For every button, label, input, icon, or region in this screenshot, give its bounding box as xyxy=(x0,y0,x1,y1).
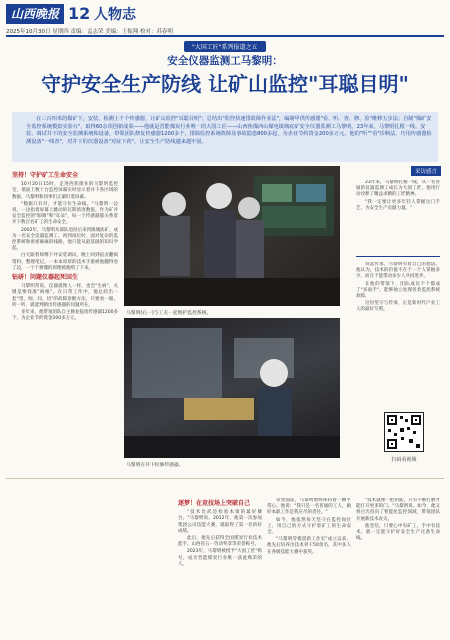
paragraph: 白天跟着师傅下井安装调试，晚上回到宿舍翻阅资料、整理笔记。一本本厚厚的技术手册被他翻得卷了边，一个个难懂的原理被他啃了下来。 xyxy=(12,253,118,271)
paragraph: 2002年，马黎明从部队退役后来到镇城底矿，成为一名安全仪器监测工。初到岗位时，面对复杂的监控系统和密密麻麻的线路，他只能从最基础的知识学起。 xyxy=(12,227,118,252)
article-column-2 xyxy=(178,498,262,635)
qr-code-caption: 扫码看视频 xyxy=(391,457,417,463)
paragraph: 2023年，马黎明被授予"大国工匠"称号，成为晋能煤炭行业唯一获此殊荣的人。 xyxy=(178,549,262,567)
paragraph: "马黎明劳模创新工作室"成立以来，他先后培养出技术骨干50余名，其中多人在各级技能大赛中获奖。 xyxy=(267,537,351,555)
reporter-box-label: 采访感言 xyxy=(411,166,441,176)
paragraph: 此后，他先后获得全国煤炭行业技术能手、山西省五一劳动奖章等荣誉称号。 xyxy=(178,536,262,548)
subhead-2: 钻研！问题仪器起死回生 xyxy=(12,274,79,282)
article-column-4b xyxy=(356,262,440,394)
photo-illustration xyxy=(124,318,340,458)
photo-caption-2: 马黎明在井下检修传感器。 xyxy=(126,463,184,468)
headline: 守护安全生产防线 让矿山监控"耳聪目明" xyxy=(41,72,409,96)
article-column-4 xyxy=(356,180,440,252)
paragraph: "技术就像一把钥匙，只有不断打磨才能打开更多的门。"马黎明说。如今，他又将目光投向了智能化监控领域，带领团队开展新技术攻关。 xyxy=(356,498,440,522)
quote-divider xyxy=(356,256,440,257)
lead-box xyxy=(12,112,438,162)
paragraph: "我一定要让更多年轻人掌握这门手艺，为安全生产贡献力量。" xyxy=(356,199,440,211)
subhead-3: 逐梦！在竞技场上突破自己 xyxy=(178,500,251,507)
section-title: 人物志 xyxy=(94,7,136,23)
paragraph: 如今，他依然每天坚守在监控岗位上，用自己的方式守护着矿工的生命安全。 xyxy=(267,517,351,536)
article-column-5 xyxy=(356,498,440,635)
paragraph: 他坚信，只要心中有矿工，手中有技术，就一定能守护好安全生产这条生命线。 xyxy=(356,523,440,542)
paragraph: "数据只有对，才能守住生命线。"马黎明一边说，一边指着屏幕上跳动的瓦斯浓度数值。作为矿井安全监控的"眼睛"和"耳朵"，每一个传感器都关系着井下数百名矿工的生命安全。 xyxy=(12,201,118,226)
photo-caption-1: 马黎明(右一)与工友一起维护监控系统。 xyxy=(126,311,212,316)
lead-text: 在三百四米的煤矿下，安装、检测上千个传感器，让矿山监控"耳聪目明"；总结出"监控快速排故障作业法"，编制甲供传感器"看、听、查、修、验"维修五步法；自制"煤矿安全监控系统模拟实验台"，取得60余项创新成果——他就是晋能煤炭行业唯一的大国工匠——山西焦煤西山煤电镇城底矿安全仪器监测工马黎明。23年来，马黎明扎根一线，安装、调试井下的安全监测系统和设备，带领团队修复传感器1200多个，排除监控系统故障及事故隐患800多起，为企业节约资金200多万元。他的"听""看"诊断法、巧用传感器检测设备"一线查"，对井下的仪器设备"对症下药"，让安全生产防线越来越牢固。 xyxy=(26,116,432,145)
section-divider xyxy=(6,478,444,479)
kicker: 安全仪器监测工马黎明： xyxy=(167,55,283,67)
paragraph: 说起传承，马黎明有着自己的想法。他认为，技术的价值不在于一个人掌握多少，而在于能带动多少人共同进步。 xyxy=(356,262,440,280)
photo-workers-monitoring xyxy=(124,166,340,306)
paragraph: 多年来，他带领团队自主修复报废传感器1200多个，为企业节约资金200多万元。 xyxy=(12,310,118,322)
photo-sensor-repair xyxy=(124,318,340,458)
dateline: 2025年10月30日 星期四 责编：孟志荣 美编：王振翔 校对：苏春明 xyxy=(6,29,173,35)
paragraph: 23年来，马黎明扎根一线，从一名普通的仪器监测工成长为大国工匠，他用行动诠释了精益求精的工匠精神。 xyxy=(356,180,440,198)
series-tag: "大国工匠"系列报道之五 xyxy=(184,41,266,52)
masthead xyxy=(6,4,444,26)
paragraph: 在他的带领下，团队成员个个都成了"多面手"，能够独立处理各类监控系统故障。 xyxy=(356,281,440,300)
paragraph: 10月20日15时，走进西焦煤业的马黎明监控室，墙面上数十台监控屏幕实时显示着井下各区域的数据，马黎明和同事们正紧盯着屏幕。 xyxy=(12,182,118,200)
qr-code[interactable] xyxy=(384,412,424,452)
page-number: 12 xyxy=(68,4,91,23)
paragraph: 荣誉面前，马黎明始终保持着一颗平常心。他说："我只是一名普通的工人，做好本职工作是我应尽的责任。" xyxy=(267,498,351,516)
paragraph: "技术比武是检验本领的最好舞台。"马黎明说。2012年，他第一次参加集团公司技能大赛，就取得了第一名的好成绩。 xyxy=(178,510,262,534)
article-column-1 xyxy=(12,170,118,635)
paragraph: 这份坚守与传承，正是新时代产业工人的最好写照。 xyxy=(356,301,440,313)
newspaper-logo: 山西晚报 xyxy=(6,4,64,24)
subhead-1: 坚持！守护矿工生命安全 xyxy=(12,172,79,179)
article-column-3 xyxy=(267,498,351,635)
masthead-rule xyxy=(6,35,444,37)
paragraph: 马黎明常说，仪器就像人一样，也会"生病"，关键是要找准"病根"。在日常工作中，他总结出一套"望、闻、问、切"的故障诊断方法，只要看一眼、听一听，就能判断出传感器的问题所在。 xyxy=(12,284,118,308)
qr-code-icon xyxy=(385,413,423,451)
photo-illustration xyxy=(124,166,340,306)
